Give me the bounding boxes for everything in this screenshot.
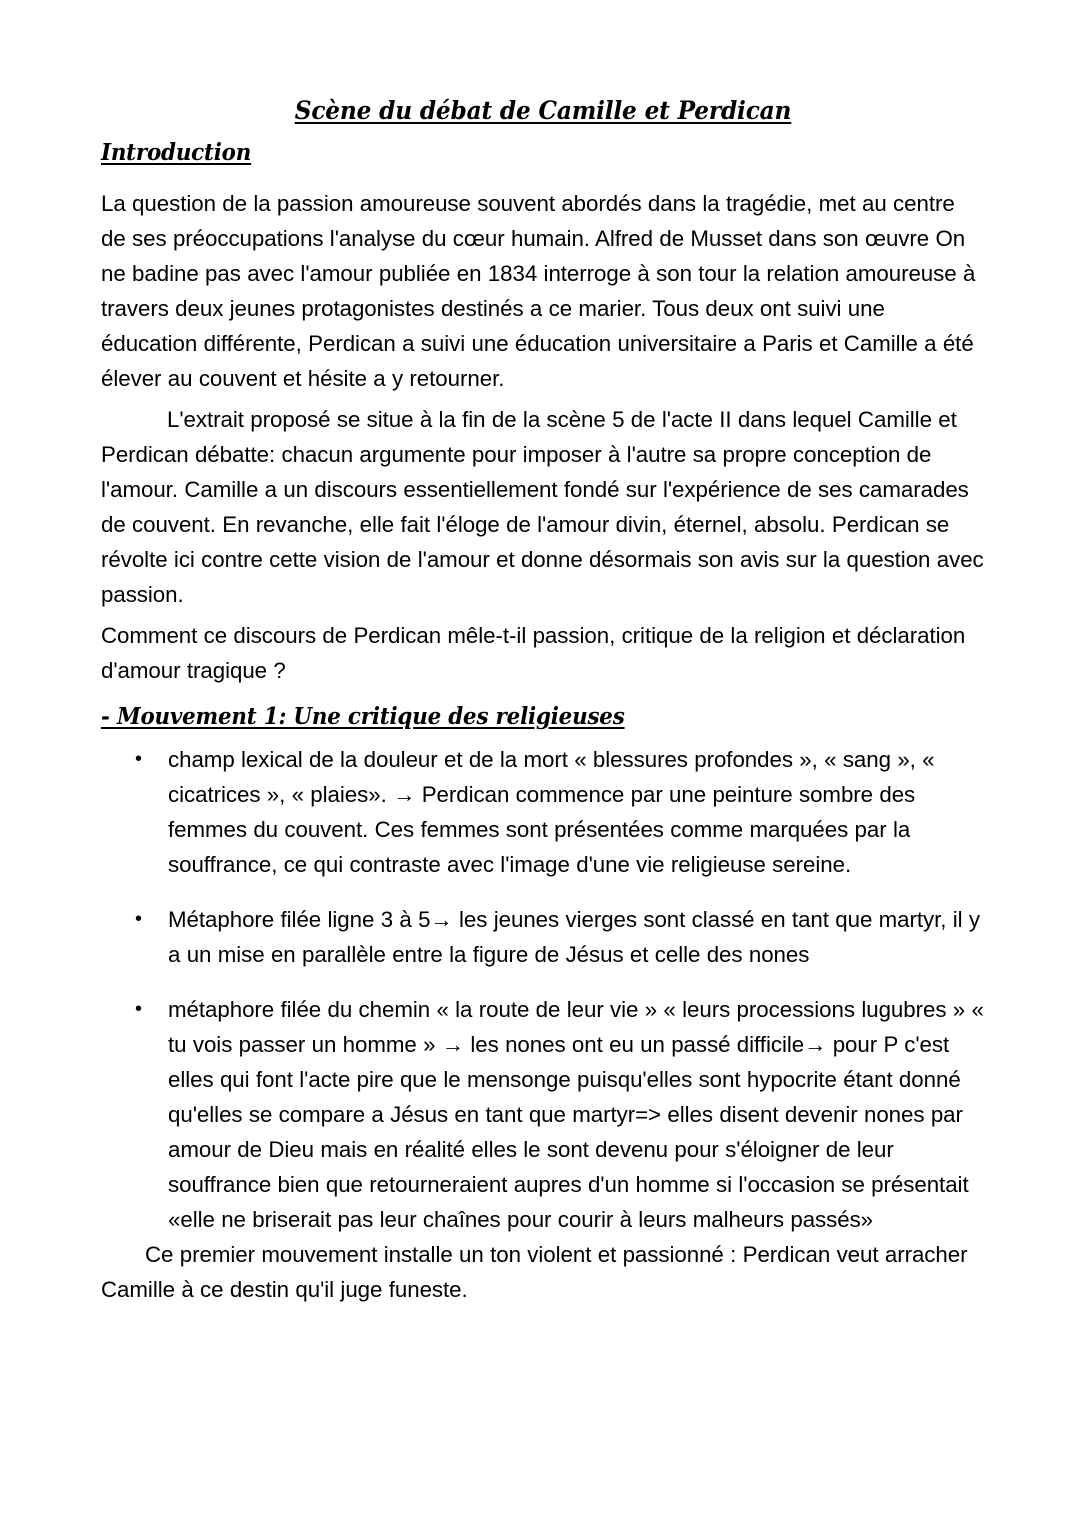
list-item [101,992,985,1237]
problematique-paragraph: Comment ce discours de Perdican mêle-t-il passion, critique de la religion et déclaration d'amour tragique ? [101,623,966,683]
introduction-paragraph-1: La question de la passion amoureuse souvent abordés dans la tragédie, met au centre de ses préoccupations l'analyse du cœur humain. Alfred de Musset dans son œuvre On ne badine pas avec l'amour publiée en 1834 interroge à son tour la relation amoureuse à travers deux jeunes protagonistes destinés a ce marier. Tous deux ont suivi une éducation différente, Perdican a suivi une éducation universitaire a Paris et Camille a été élever au couvent et hésite a y retourner. [101,191,976,391]
list-item-text: champ lexical de la douleur et de la mort « blessures profondes », « sang », « cicatrices », « plaies». → Perdican commence par une peinture sombre des femmes du couvent. Ces femmes sont présentées comme marquées par la souffrance, ce qui contraste avec l'image d'une vie religieuse sereine. [168,747,935,877]
document-content [101,96,985,1313]
heading-mouvement-1: - Mouvement 1: Une critique des religieuses [101,703,625,730]
introduction-paragraph-2: L'extrait proposé se situe à la fin de la scène 5 de l'acte II dans lequel Camille et Perdican débatte: chacun argumente pour imposer à l'autre sa propre conception de l'amour. Camille a un discours essentiellement fondé sur l'expérience de ses camarades de couvent. En revanche, elle fait l'éloge de l'amour divin, éternel, absolu. Perdican se révolte ici contre cette vision de l'amour et donne désormais son avis sur la question avec passion. [101,407,984,607]
mouvement-1-bullet-list [101,742,985,1237]
list-item-text: métaphore filée du chemin « la route de leur vie » « leurs processions lugubres » « tu vois passer un homme » → les nones ont eu un passé difficile→ pour P c'est elles qui font l'acte pire que le mensonge puisqu'elles sont hypocrite étant donné qu'elles se compare a Jésus en tant que martyr=> elles disent devenir nones par amour de Dieu mais en réalité elles le sont devenu pour s'éloigner de leur souffrance bien que retourneraient aupres d'un homme si l'occasion se présentait «elle ne briserait pas leur chaînes pour courir à leurs malheurs passés» [168,997,984,1232]
list-item [101,742,985,882]
bullet-icon: • [135,998,142,1020]
bullet-icon: • [135,908,142,930]
list-item-text: Métaphore filée ligne 3 à 5→ les jeunes vierges sont classé en tant que martyr, il y a un mise en parallèle entre la figure de Jésus et celle des nones [168,907,981,967]
mouvement-1-conclusion: Ce premier mouvement installe un ton violent et passionné : Perdican veut arracher Camille à ce destin qu'il juge funeste. [101,1242,968,1302]
heading-introduction: Introduction [101,139,252,166]
bullet-icon: • [135,748,142,770]
list-item [101,902,985,972]
page-title: Scène du débat de Camille et Perdican [294,96,792,125]
